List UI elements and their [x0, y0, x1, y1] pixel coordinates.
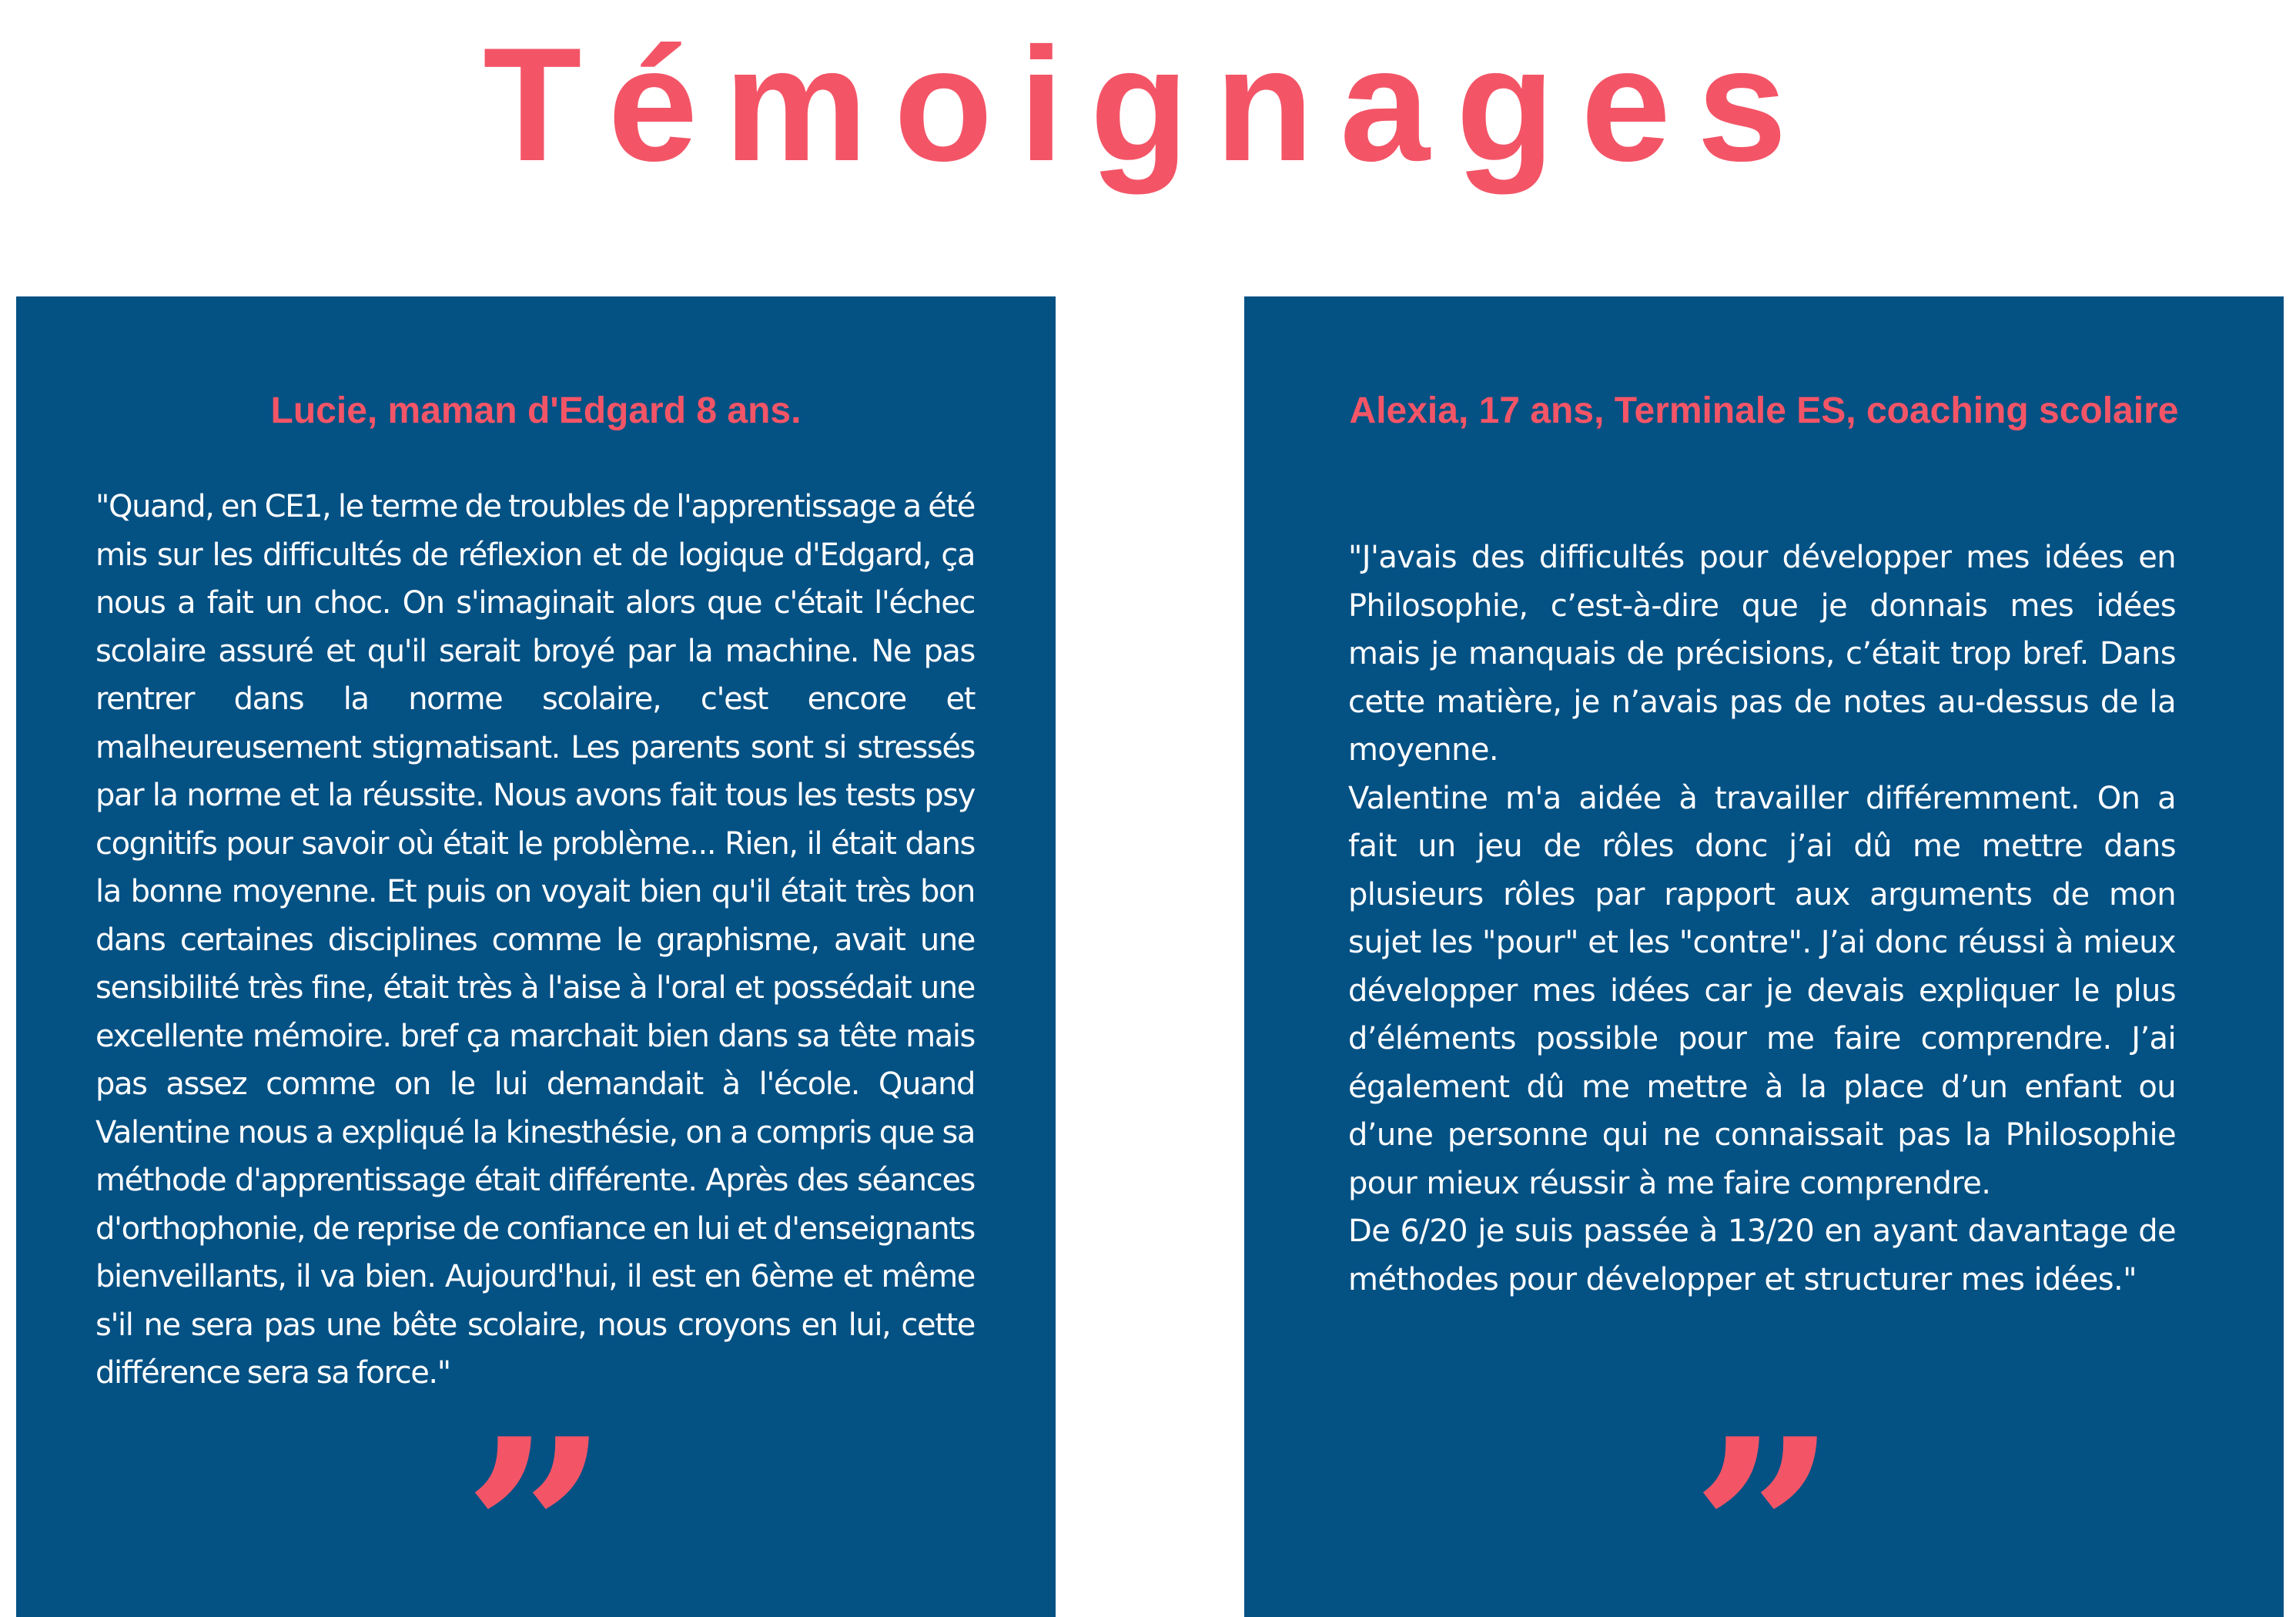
testimonial-card-lucie	[16, 296, 1056, 1617]
closing-quote-icon: ”	[463, 1383, 609, 1617]
page-title: Témoignages	[483, 14, 1813, 195]
closing-quote-icon: ”	[1691, 1383, 1837, 1617]
testimonial-paragraph: "Quand, en CE1, le terme de troubles de l'apprentissage a été mis sur les difficultés de réflexion et de logique d'Edgard, ça nous a fait un choc. On s'imaginait alors que c'était l'échec scolaire assuré et qu'il serait broyé par la machine. Ne pas rentrer dans la norme scolaire, c'est encore et malheureusement stigmatisant. Les parents sont si stressés par la norme et la réussite. Nous avons fait tous les tests psy cognitifs pour savoir où était le problème... Rien, il était dans la bonne moyenne. Et puis on voyait bien qu'il était très bon dans certaines disciplines comme le graphisme, avait une sensibilité très fine, était très à l'aise à l'oral et possédait une excellente mémoire. bref ça marchait bien dans sa tête mais pas assez comme on le lui demandait à l'école. Quand Valentine nous a expliqué la kinesthésie, on a compris que sa méthode d'apprentissage était différente. Après des séances d'orthophonie, de reprise de confiance en lui et d'enseignants bienveillants, il va bien. Aujourd'hui, il est en 6ème et même s'il ne sera pas une bête scolaire, nous croyons en lui, cette différence sera sa force."	[95, 489, 975, 1391]
testimonial-text	[1348, 534, 2176, 1304]
testimonial-paragraph: Valentine m'a aidée à travailler différemment. On a fait un jeu de rôles donc j’ai dû me mettre dans plusieurs rôles par rapport aux arguments de mon sujet les "pour" et les "contre". J’ai donc réussi à mieux développer mes idées car je devais expliquer le plus d’éléments possible pour me faire comprendre. J’ai également dû me mettre à la place d’un enfant ou d’une personne qui ne connaissait pas la Philosophie pour mieux réussir à me faire comprendre.	[1348, 780, 2176, 1201]
testimonial-card-alexia	[1244, 296, 2284, 1617]
testimonial-author: Alexia, 17 ans, Terminale ES, coaching scolaire	[1349, 390, 2179, 431]
testimonial-paragraph: "J'avais des difficultés pour développer mes idées en Philosophie, c’est-à-dire que je donnais mes idées mais je manquais de précisions, c’était trop bref. Dans cette matière, je n’avais pas de notes au-dessus de la moyenne.	[1348, 540, 2176, 768]
testimonial-author: Lucie, maman d'Edgard 8 ans.	[270, 390, 802, 431]
testimonial-text	[95, 483, 975, 1398]
testimonial-paragraph: De 6/20 je suis passée à 13/20 en ayant davantage de méthodes pour développer et structurer mes idées."	[1348, 1214, 2176, 1297]
